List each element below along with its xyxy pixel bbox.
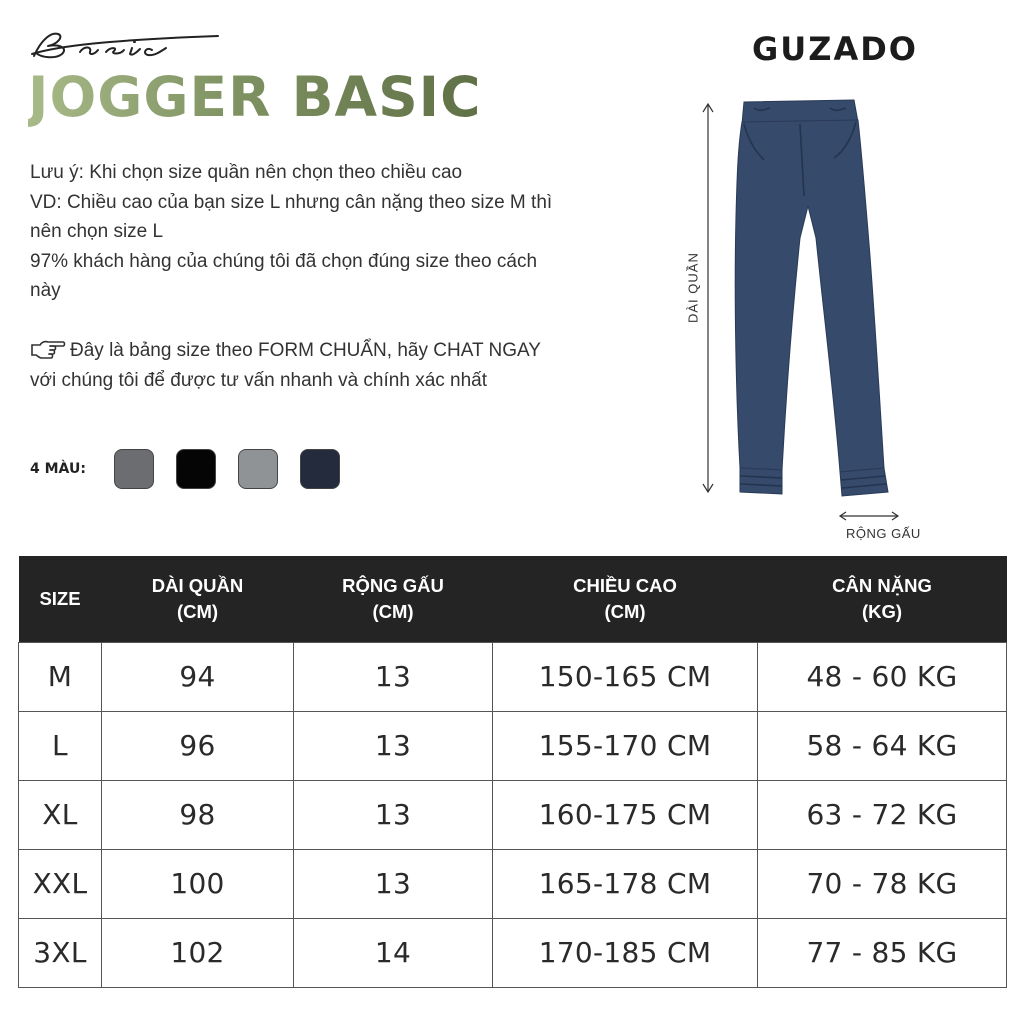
cell-length: 96 <box>102 711 294 780</box>
cell-height: 150-165 CM <box>493 642 758 711</box>
cell-height: 155-170 CM <box>493 711 758 780</box>
cell-cuff: 14 <box>294 918 493 987</box>
note-line: Lưu ý: Khi chọn size quần nên chọn theo chiều cao <box>30 162 463 183</box>
table-row <box>19 711 1007 780</box>
cuff-width-arrow <box>840 512 898 520</box>
header-size: SIZE <box>19 556 102 642</box>
color-swatch-navy[interactable] <box>300 449 340 489</box>
note-line: VD: Chiều cao của bạn size L nhưng cân nặng theo size M thì nên chọn size L <box>30 191 553 243</box>
cell-size: XXL <box>19 849 102 918</box>
color-options <box>30 448 362 490</box>
cuff-label: RỘNG GẤU <box>846 526 921 541</box>
cell-height: 170-185 CM <box>493 918 758 987</box>
cell-length: 98 <box>102 780 294 849</box>
cell-size: L <box>19 711 102 780</box>
page-title: JOGGER BASIC <box>28 65 482 129</box>
cell-weight: 48 - 60 KG <box>758 642 1007 711</box>
jogger-pants-image <box>680 96 940 546</box>
cell-length: 94 <box>102 642 294 711</box>
cell-cuff: 13 <box>294 711 493 780</box>
cell-height: 165-178 CM <box>493 849 758 918</box>
note-line: 97% khách hàng của chúng tôi đã chọn đúng size theo cách này <box>30 250 538 302</box>
basic-script-logo <box>28 26 224 62</box>
table-row <box>19 918 1007 987</box>
table-row <box>19 849 1007 918</box>
table-row <box>19 780 1007 849</box>
brand-name: GUZADO <box>752 30 918 68</box>
header-length: DÀI QUẦN (CM) <box>102 556 294 642</box>
cell-height: 160-175 CM <box>493 780 758 849</box>
cell-size: M <box>19 642 102 711</box>
header-height: CHIỀU CAO (CM) <box>493 556 758 642</box>
cell-weight: 58 - 64 KG <box>758 711 1007 780</box>
size-chart-table <box>18 556 1007 988</box>
color-swatch-light-gray[interactable] <box>238 449 278 489</box>
table-row <box>19 642 1007 711</box>
pointing-hand-icon <box>30 338 66 360</box>
length-label: DÀI QUẦN <box>685 252 701 324</box>
color-swatch-black[interactable] <box>176 449 216 489</box>
cell-length: 102 <box>102 918 294 987</box>
cell-length: 100 <box>102 849 294 918</box>
header-cuff-width: RỘNG GẤU (CM) <box>294 556 493 642</box>
cell-cuff: 13 <box>294 780 493 849</box>
header-weight: CÂN NẶNG (KG) <box>758 556 1007 642</box>
cell-weight: 77 - 85 KG <box>758 918 1007 987</box>
cell-size: XL <box>19 780 102 849</box>
cell-size: 3XL <box>19 918 102 987</box>
cell-cuff: 13 <box>294 642 493 711</box>
advice-text <box>30 336 570 395</box>
advice-message: Đây là bảng size theo FORM CHUẨN, hãy CHAT NGAY với chúng tôi để được tư vấn nhanh và chính xác nhất <box>30 340 541 391</box>
colors-label: 4 MÀU: <box>30 461 86 477</box>
table-header-row <box>19 556 1007 642</box>
color-swatch-gray[interactable] <box>114 449 154 489</box>
cell-weight: 70 - 78 KG <box>758 849 1007 918</box>
cell-weight: 63 - 72 KG <box>758 780 1007 849</box>
size-notes <box>30 158 570 306</box>
cell-cuff: 13 <box>294 849 493 918</box>
